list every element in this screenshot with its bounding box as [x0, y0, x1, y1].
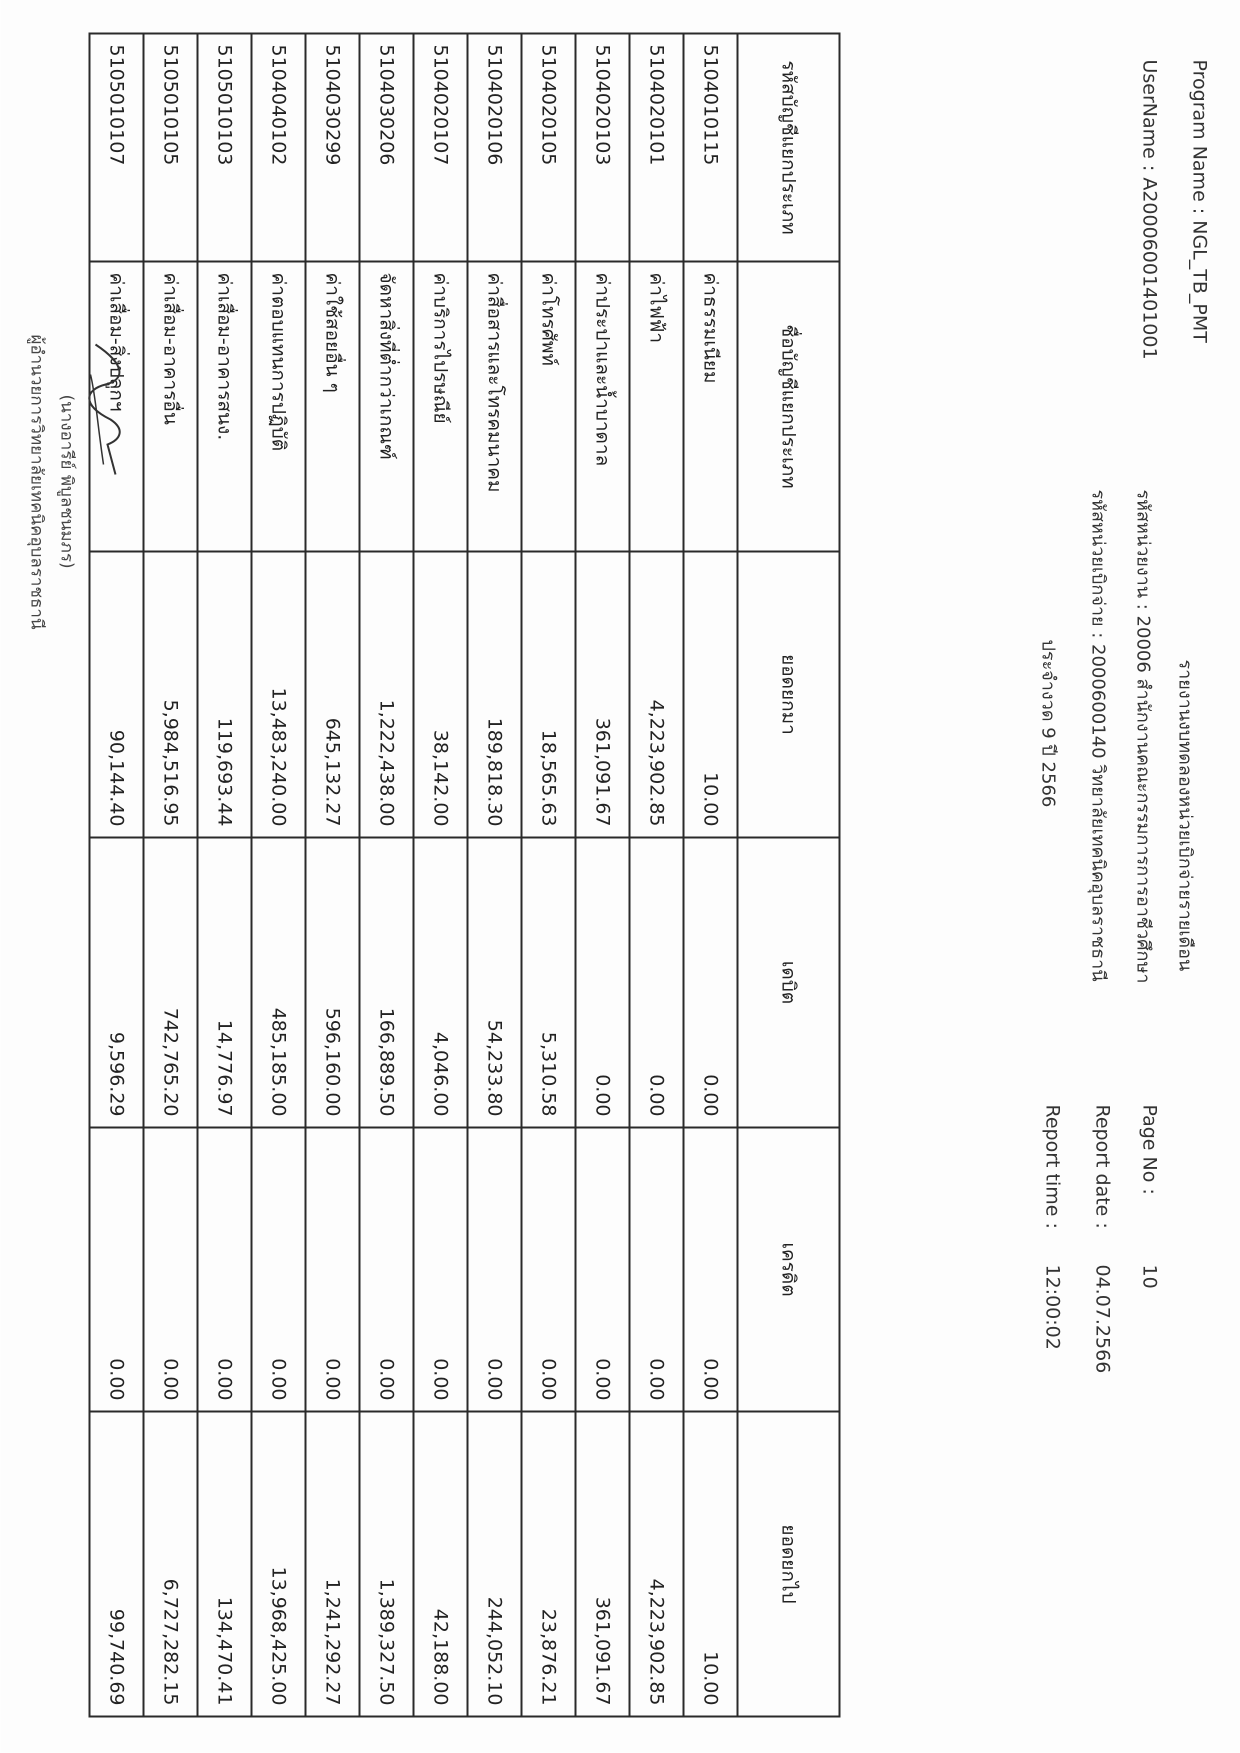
closing-balance: 13,968,425.00 — [252, 1412, 306, 1717]
col-header-opening-balance: ยอดยกมา — [738, 552, 840, 838]
col-header-credit: เครดิต — [738, 1128, 840, 1412]
account-name: ค่าธรรมเนียม — [684, 262, 738, 552]
report-time-value: 12:00:02 — [1041, 1264, 1064, 1350]
table-row — [684, 34, 738, 1717]
scanned-report-page — [1, 0, 1240, 1753]
credit: 0.00 — [684, 1128, 738, 1412]
account-code: 5105010103 — [198, 34, 252, 262]
disbursement-unit: รหัสหน่วยเบิกจ่าย : 2000600140 วิทยาลัยเทคนิคอุบลราชธานี — [1087, 489, 1109, 982]
credit: 0.00 — [198, 1128, 252, 1412]
credit: 0.00 — [144, 1128, 198, 1412]
credit: 0.00 — [468, 1128, 522, 1412]
account-name: ค่าเสื่อม-สิ่งปลูกฯ — [90, 262, 144, 552]
debit: 0.00 — [576, 838, 630, 1128]
account-code: 5105010105 — [144, 34, 198, 262]
account-name: ค่าโทรศัพท์ — [522, 262, 576, 552]
report-period: ประจำงวด 9 ปี 2566 — [1037, 639, 1059, 808]
debit: 14,776.97 — [198, 838, 252, 1128]
col-header-debit: เดบิต — [738, 838, 840, 1128]
closing-balance: 1,389,327.50 — [360, 1412, 414, 1717]
account-code: 5104040102 — [252, 34, 306, 262]
page-no-label: Page No : — [1138, 1104, 1161, 1195]
table-row — [198, 34, 252, 1717]
table-row — [468, 34, 522, 1717]
closing-balance: 99,740.69 — [90, 1412, 144, 1717]
trial-balance-table — [89, 33, 841, 1718]
table-row — [252, 34, 306, 1717]
closing-balance: 361,091.67 — [576, 1412, 630, 1717]
credit: 0.00 — [252, 1128, 306, 1412]
credit: 0.00 — [414, 1128, 468, 1412]
closing-balance: 6,727,282.15 — [144, 1412, 198, 1717]
account-name: ค่าใช้สอยอื่น ๆ — [306, 262, 360, 552]
opening-balance: 5,984,516.95 — [144, 552, 198, 838]
opening-balance: 361,091.67 — [576, 552, 630, 838]
debit: 0.00 — [684, 838, 738, 1128]
table-row — [414, 34, 468, 1717]
col-header-account-code: รหัสบัญชีแยกประเภท — [738, 34, 840, 262]
debit: 166,889.50 — [360, 838, 414, 1128]
signature-name: (นางอารีย์ พิบูลชนมภร) — [56, 394, 77, 569]
report-title: รายงานงบทดลองหน่วยเบิกจ่ายรายเดือน — [1174, 659, 1196, 972]
table-row — [576, 34, 630, 1717]
opening-balance: 13,483,240.00 — [252, 552, 306, 838]
report-date-label: Report date : — [1091, 1104, 1114, 1229]
user-name: UserName : A20006001401001 — [1138, 59, 1161, 360]
table-row — [144, 34, 198, 1717]
account-code: 5104020105 — [522, 34, 576, 262]
debit: 9,596.29 — [90, 838, 144, 1128]
account-name: ค่าประปาและน้ำบาดาล — [576, 262, 630, 552]
account-code: 5104020106 — [468, 34, 522, 262]
account-name: ค่าบริการไปรษณีย์ — [414, 262, 468, 552]
account-name: ค่าไฟฟ้า — [630, 262, 684, 552]
credit: 0.00 — [522, 1128, 576, 1412]
opening-balance: 90,144.40 — [90, 552, 144, 838]
opening-balance: 18,565.63 — [522, 552, 576, 838]
table-header-row — [738, 34, 840, 1717]
program-name: Program Name : NGL_TB_PMT — [1188, 59, 1211, 343]
signature-position: ผู้อำนวยการวิทยาลัยเทคนิคอุบลราชธานี — [26, 334, 47, 630]
table-row — [306, 34, 360, 1717]
table-row — [522, 34, 576, 1717]
debit: 4,046.00 — [414, 838, 468, 1128]
closing-balance: 23,876.21 — [522, 1412, 576, 1717]
table-row — [360, 34, 414, 1717]
credit: 0.00 — [90, 1128, 144, 1412]
opening-balance: 1,222,438.00 — [360, 552, 414, 838]
credit: 0.00 — [576, 1128, 630, 1412]
account-name: ค่าเสื่อม-อาคารอื่น — [144, 262, 198, 552]
account-code: 5104020103 — [576, 34, 630, 262]
credit: 0.00 — [360, 1128, 414, 1412]
handwritten-signature — [76, 335, 136, 485]
account-code: 5104030206 — [360, 34, 414, 262]
debit: 5,310.58 — [522, 838, 576, 1128]
account-code: 5104020101 — [630, 34, 684, 262]
closing-balance: 244,052.10 — [468, 1412, 522, 1717]
report-time-label: Report time : — [1041, 1104, 1064, 1229]
account-code: 5104010115 — [684, 34, 738, 262]
closing-balance: 1,241,292.27 — [306, 1412, 360, 1717]
account-code: 5104030299 — [306, 34, 360, 262]
opening-balance: 119,693.44 — [198, 552, 252, 838]
account-name: ค่าสื่อสารและโทรคมนาคม — [468, 262, 522, 552]
debit: 0.00 — [630, 838, 684, 1128]
debit: 485,185.00 — [252, 838, 306, 1128]
table-row — [630, 34, 684, 1717]
account-code: 5104020107 — [414, 34, 468, 262]
account-name: จัดหาสิ่งที่ต่ำกว่าเกณฑ์ — [360, 262, 414, 552]
col-header-account-name: ชื่อบัญชีแยกประเภท — [738, 262, 840, 552]
credit: 0.00 — [630, 1128, 684, 1412]
debit: 596,160.00 — [306, 838, 360, 1128]
closing-balance: 10.00 — [684, 1412, 738, 1717]
debit: 742,765.20 — [144, 838, 198, 1128]
closing-balance: 42,188.00 — [414, 1412, 468, 1717]
opening-balance: 4,223,902.85 — [630, 552, 684, 838]
opening-balance: 189,818.30 — [468, 552, 522, 838]
debit: 54,233.80 — [468, 838, 522, 1128]
opening-balance: 38,142.00 — [414, 552, 468, 838]
account-name: ค่าเสื่อม-อาคารสนง. — [198, 262, 252, 552]
closing-balance: 134,470.41 — [198, 1412, 252, 1717]
credit: 0.00 — [306, 1128, 360, 1412]
opening-balance: 10.00 — [684, 552, 738, 838]
account-name: ค่าตอบแทนการปฏิบัติ — [252, 262, 306, 552]
report-date-value: 04.07.2566 — [1091, 1264, 1114, 1374]
agency-code: รหัสหน่วยงาน : 20006 สำนักงานคณะกรรมการการอาชีวศึกษา — [1132, 489, 1154, 984]
table-row — [90, 34, 144, 1717]
page-no-value: 10 — [1138, 1264, 1161, 1289]
closing-balance: 4,223,902.85 — [630, 1412, 684, 1717]
col-header-closing-balance: ยอดยกไป — [738, 1412, 840, 1717]
account-code: 5105010107 — [90, 34, 144, 262]
opening-balance: 645,132.27 — [306, 552, 360, 838]
